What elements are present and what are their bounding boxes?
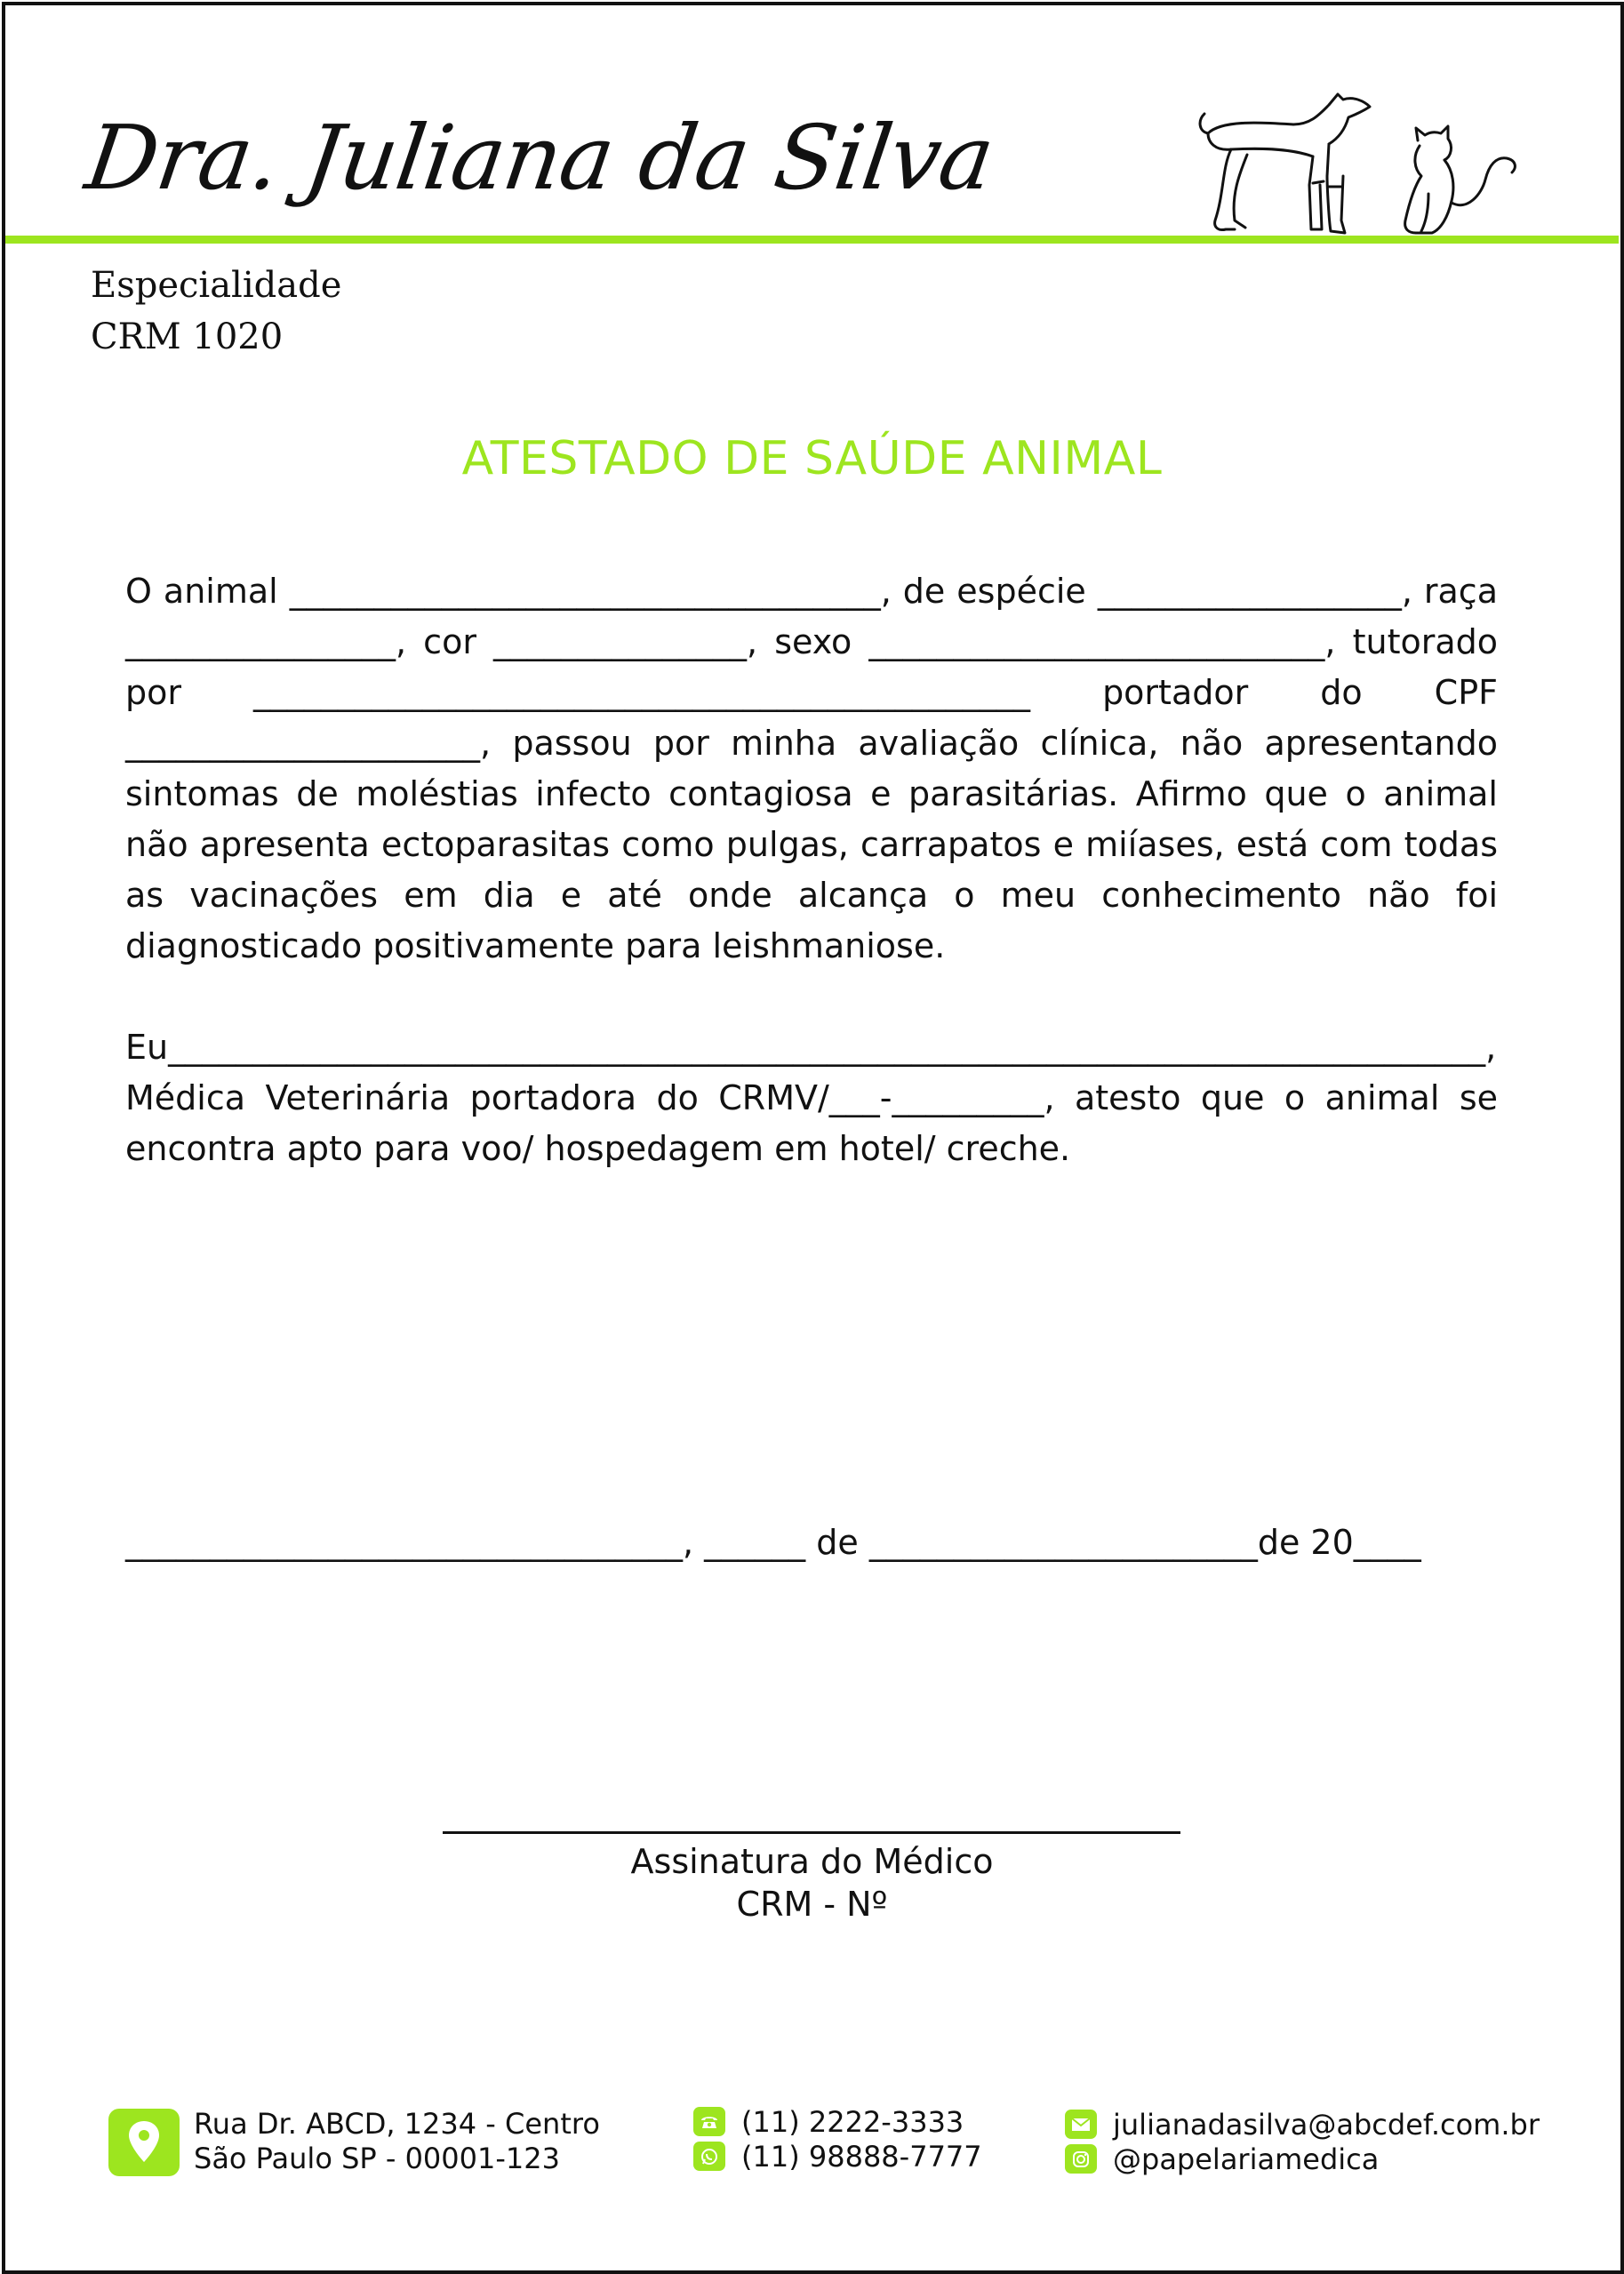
instagram-handle[interactable]: @papelariamedica <box>1113 2142 1380 2176</box>
instagram-row <box>1065 2142 1540 2176</box>
footer-contacts <box>1065 2107 1540 2176</box>
phone-row <box>693 2104 982 2139</box>
address-line-1: Rua Dr. ABCD, 1234 - Centro <box>194 2107 600 2141</box>
certificate-paragraph-1: O animal ___________________________________, de espécie __________________, raça ________________, cor _______________, sexo ___________________________, tutorado por ______________________________________________ portador do CPF _____________________, passou por minha avaliação clínica, não apresentando sintomas de moléstias infecto contagiosa e parasitárias. Afirmo que o animal não apresenta ectoparasitas como pulgas, carrapatos e miíases, está com todas as vacinações em dia e até onde alcança o meu conhecimento não foi diagnosticado positivamente para leishmaniose. <box>125 572 1498 965</box>
footer-address <box>194 2107 600 2176</box>
telephone-icon <box>693 2107 725 2136</box>
crm-number: CRM 1020 <box>91 316 284 357</box>
whatsapp-icon <box>693 2142 725 2171</box>
signature-block <box>0 1831 1624 1926</box>
doctor-name-logo: Dra. Juliana da Silva <box>79 106 1000 210</box>
dog-cat-line-icon <box>1196 87 1529 243</box>
email-address[interactable]: julianadasilva@abcdef.com.br <box>1113 2107 1540 2142</box>
address-line-2: São Paulo SP - 00001-123 <box>194 2142 560 2175</box>
footer-phones <box>693 2104 982 2174</box>
signature-crm: CRM - Nº <box>736 1885 888 1924</box>
mail-icon <box>1065 2110 1097 2139</box>
location-pin-icon <box>108 2109 180 2176</box>
date-place-line: _________________________________, ______ de _______________________de 20____ <box>125 1523 1421 1562</box>
whatsapp-row <box>693 2139 982 2174</box>
header-accent-rule <box>5 236 1619 244</box>
phone-number[interactable]: (11) 2222-3333 <box>741 2104 964 2139</box>
whatsapp-number[interactable]: (11) 98888-7777 <box>741 2139 982 2174</box>
certificate-paragraph-2: Eu______________________________________________________________________________, Médica Veterinária portadora do CRMV/___-_________, atesto que o animal se encontra apto para voo/ hospedagem em hotel/ creche. <box>125 1028 1498 1168</box>
specialty-label: Especialidade <box>91 265 342 306</box>
doctor-credentials <box>91 260 341 363</box>
email-row <box>1065 2107 1540 2142</box>
instagram-icon <box>1065 2144 1097 2174</box>
document-title: ATESTADO DE SAÚDE ANIMAL <box>461 432 1163 485</box>
signature-label: Assinatura do Médico <box>630 1842 994 1881</box>
